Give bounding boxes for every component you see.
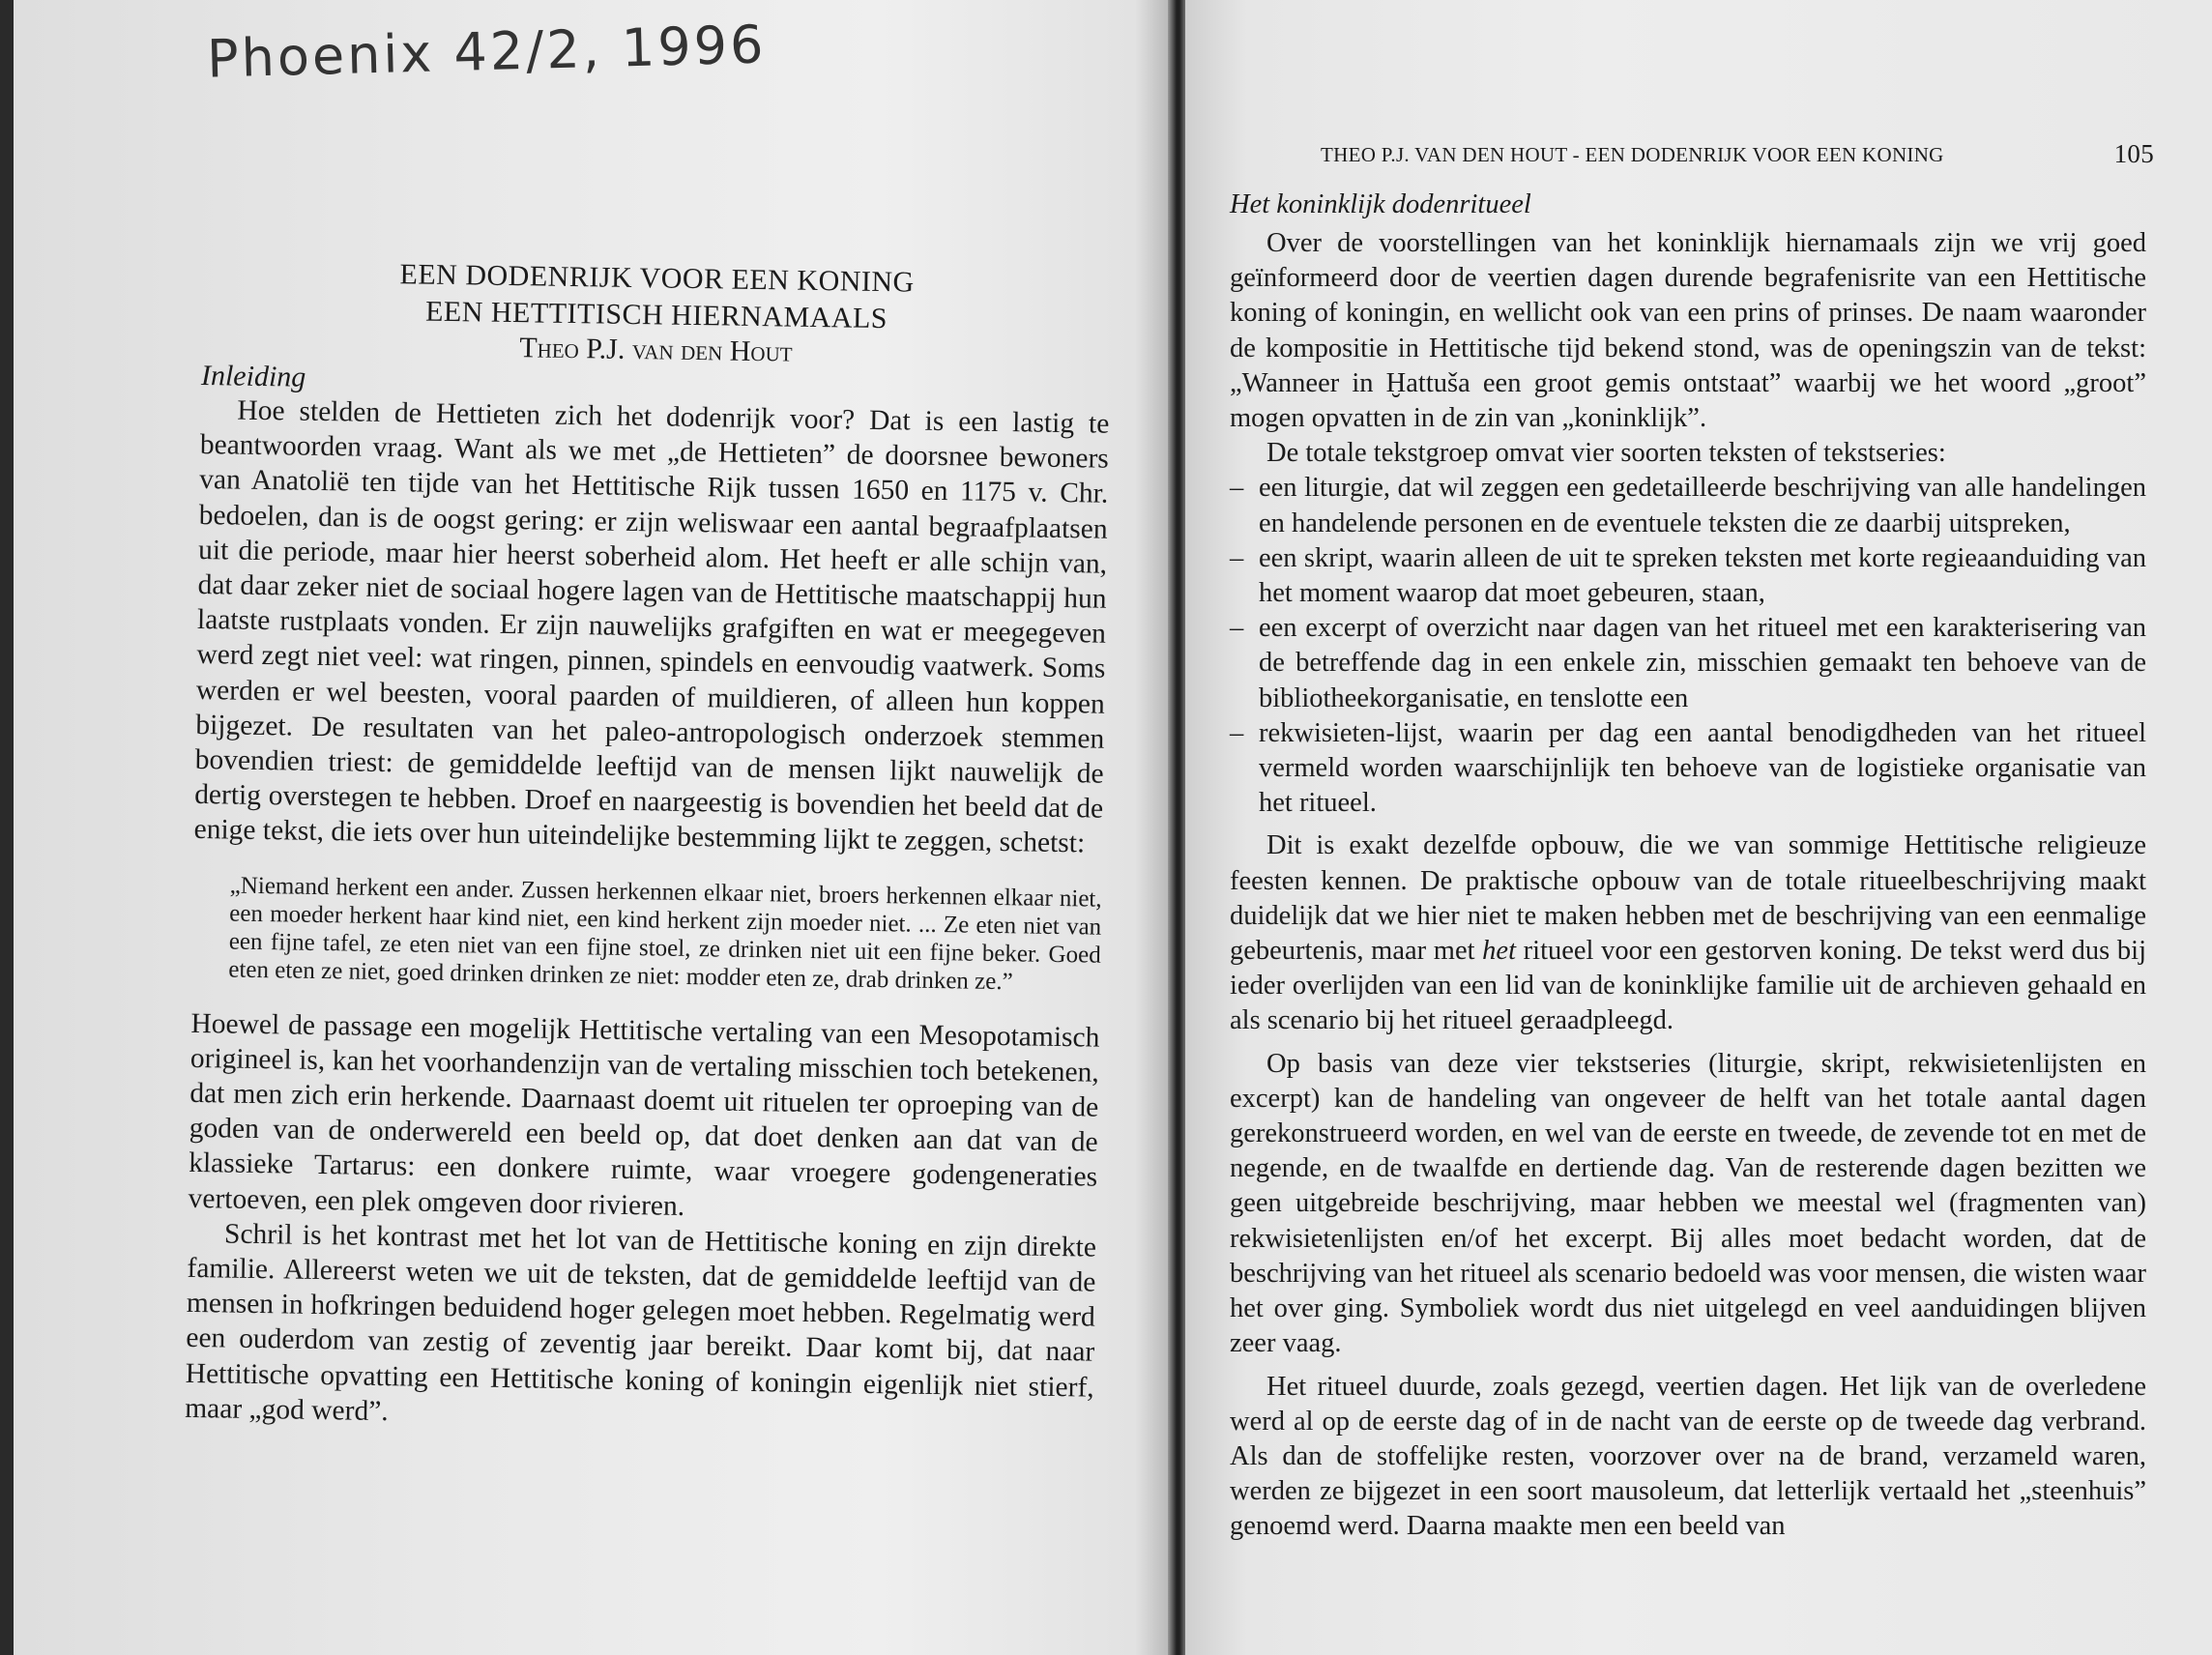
list-item <box>1230 471 2146 540</box>
left-page-content <box>185 253 1112 1440</box>
paragraph: De totale tekstgroep omvat vier soorten teksten of tekstseries: <box>1266 438 1946 469</box>
list-dash: – <box>1230 717 1244 748</box>
paragraph: Hoe stelden de Hettieten zich het dodenrijk voor? Dat is een lastig te beantwoorden vraag. Want als we met „de Hettieten” de doorsnee bewoners van Anatolië ten tijde van het Hettitische Rijk tussen 1650 en 1175 v. Chr. bedoelen, dan is de oogst gering: er zijn weliswaar een aantal begraafplaatsen uit die periode, maar hier heerst soberheid alom. Het heeft er alle schijn van, dat daar zeker niet de sociaal hogere lagen van de Hettitische maatschappij hun laatste rustplaats vonden. Er zijn nauwelijks grafgiften en wat er meegegeven werd zegt niet veel: wat ringen, pinnen, spindels en eenvoudig vaatwerk. Soms werden er wel beesten, vooral paarden of muildieren, of alleen hun koppen bijgezet. De resultaten van het paleo-antropologisch onderzoek stemmen bovendien triest: de gemiddelde leeftijd van de mensen lijkt nauwelijk de dertig overstegen te hebben. Droef en naargeestig is bovendien het beeld dat de enige tekst, die iets over hun uiteindelijke bestemming lijkt te zeggen, schetst: <box>193 394 1110 859</box>
handwritten-note: Phoenix 42/2, 1996 <box>206 14 768 90</box>
running-head <box>1230 139 2154 176</box>
list-item-text: een skript, waarin alleen de uit te spreken teksten met korte regieaanduiding van het moment waarop dat moet gebeuren, staan, <box>1259 542 2146 609</box>
list-item-text: een excerpt of overzicht naar dagen van het ritueel met een karakterisering van de betreffende dag in een enkele zin, misschien gemaakt ten behoeve van de bibliotheekorganisatie, en tenslotte een <box>1259 613 2146 713</box>
paragraph-text: Dit is exakt dezelfde opbouw, die we van sommige Hettitische religieuze feesten kennen. De praktische opbouw van de totale ritueelbeschrijving maakt duidelijk dat we hier niet te maken hebben met de beschrijving van een eenmalige gebeurtenis, maar met <box>1230 830 2146 967</box>
paragraph: Op basis van deze vier tekstseries (liturgie, skript, rekwisietenlijsten en excerpt) kan de handeling van ongeveer de helft van het totale aantal dagen gerekonstrueerd worden, en wel van de eerste en tweede, de zevende tot en met de negende, en de twaalfde en dertiende dag. Van de resterende dagen bezitten we geen uitgebreide beschrijving, maar hebben we meestal wel (fragmenten van) rekwisietenlijsten en/of het excerpt. Bij alles moet bedacht worden, dat de beschrijving van het ritueel als scenario bedoeld was voor mensen, die wisten waar het over ging. Symboliek wordt dus niet uitgelegd en veel aanduidingen blijven zeer vaag. <box>1230 1048 2146 1359</box>
text-series-list <box>1230 471 2146 821</box>
section-heading-inleiding: Inleiding <box>200 359 306 393</box>
emphasis-het: het <box>1482 936 1516 967</box>
running-head-title: THEO P.J. VAN DEN HOUT - EEN DODENRIJK VOOR EEN KONING <box>1321 143 1944 166</box>
list-item <box>1230 611 2146 716</box>
list-dash: – <box>1230 542 1244 573</box>
list-item <box>1230 541 2146 611</box>
paragraph: Schril is het kontrast met het lot van de Hettitische koning en zijn direkte familie. Allereerst weten we uit de teksten, dat de gemiddelde leeftijd van de mensen in hofkringen beduidend hoger gelegen moet hebben. Regelmatig werd een ouderdom van zestig of zeventig jaar bereikt. Daar komt bij, dat naar Hettitische opvatting een Hettitische koning of koningin eigenlijk niet stierf, maar „god werd”. <box>184 1218 1097 1428</box>
list-dash: – <box>1230 473 1244 504</box>
section-heading-dodenritueel: Het koninklijk dodenritueel <box>1230 189 1531 219</box>
list-item-text: een liturgie, dat wil zeggen een gedetailleerde beschrijving van alle handelingen en handelende personen en de eventuele teksten die ze daarbij uitspreken, <box>1259 473 2146 538</box>
paragraph: Over de voorstellingen van het koninklijk hiernamaals zijn we vrij goed geïnformeerd door de veertien dagen durende begrafenisrite van een Hettitische koning of koningin, en wellicht ook van een prins of prinses. De naam waaronder de kompositie in Hettitische tijd bekend stond, was de openingszin van de tekst: „Wanneer in Ḫattuša een groot gemis ontstaat” waarbij we het woord „groot” mogen opvatten in de zin van „koninklijk”. <box>1230 228 2146 434</box>
book-gutter <box>1168 0 1187 1655</box>
list-dash: – <box>1230 613 1244 644</box>
right-page-content <box>1230 139 2154 1545</box>
article-title-line2: EEN HETTITISCH HIERNAMAALS <box>424 295 888 335</box>
list-item <box>1230 716 2146 822</box>
author-name: Theo P.J. van den Hout <box>519 332 793 368</box>
article-title <box>202 253 1112 341</box>
page-number: 105 <box>2113 139 2154 168</box>
right-page <box>1185 0 2212 1655</box>
block-quote: „Niemand herkent een ander. Zussen herkennen elkaar niet, broers herkennen elkaar niet, een moeder herkent haar kind niet, een kind herkent zijn moeder niet. ... Ze eten niet van een fijne tafel, ze eten niet van een fijne stoel, ze drinken niet uit een fijne beker. Goed eten eten ze niet, goed drinken drinken ze niet: modder eten ze, drab drinken ze.” <box>228 872 1102 995</box>
paragraph: Het ritueel duurde, zoals gezegd, veertien dagen. Het lijk van de overledene werd al op de eerste dag of in de nacht van de eerste op de tweede dag verbrand. Als dan de stoffelijke resten, voorzover over na de brand, verzameld waren, werden ze bijgezet in een soort mausoleum, dat letterlijk vertaald het „steenhuis” genoemd werd. Daarna maakte men een beeld van <box>1230 1371 2146 1542</box>
paragraph: Hoewel de passage een mogelijk Hettitische vertaling van een Mesopotamisch origineel is, kan het voorhandenzijn van de vertaling misschien toch betekenen, dat men zich erin herkende. Daarnaast doemt uit rituelen ter oproeping van de goden van de onderwereld een beeld op, dat doet denken aan dat van de klassieke Tartarus: een donkere ruimte, waar vroegere godengeneraties vertoeven, een plek omgeven door rivieren. <box>188 1007 1100 1222</box>
paragraph <box>1230 828 2146 1038</box>
list-item-text: rekwisieten-lijst, waarin per dag een aantal benodigdheden van het ritueel vermeld worden waarschijnlijk ten behoeve van de logistieke organisatie van het ritueel. <box>1259 717 2146 819</box>
left-page <box>14 0 1170 1655</box>
paragraph-text: ritueel voor een gestorven koning. De tekst werd dus bij ieder overlijden van een lid van de koninklijke familie uit de archieven gehaald en als scenario bij het ritueel geraadpleegd. <box>1230 936 2146 1036</box>
article-title-line1: EEN DODENRIJK VOOR EEN KONING <box>399 258 915 299</box>
